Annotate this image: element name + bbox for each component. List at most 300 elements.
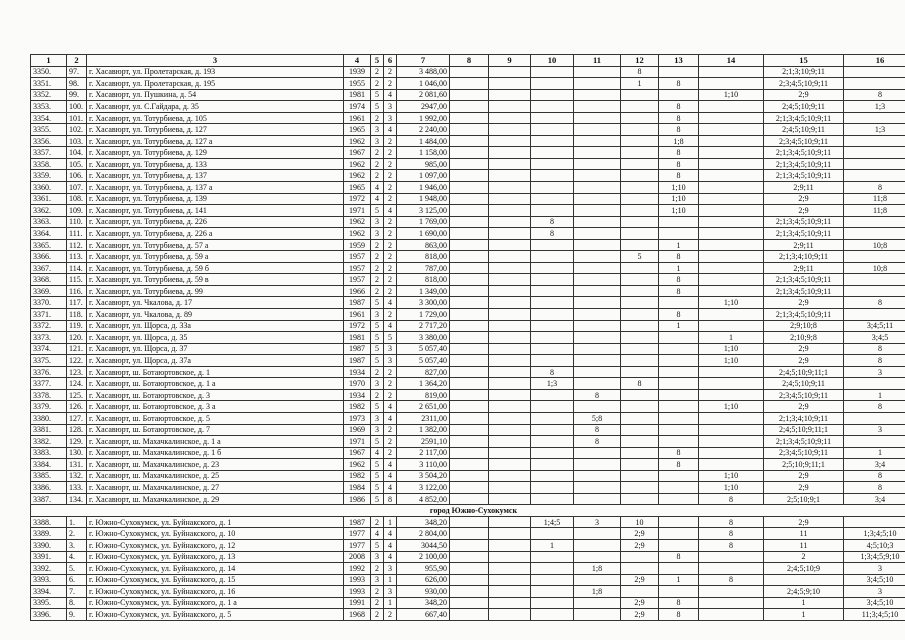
table-cell: 1955 — [344, 78, 371, 90]
table-cell — [659, 66, 699, 78]
table-cell — [574, 401, 621, 413]
table-cell: 133. — [67, 482, 87, 494]
table-cell: г. Южно-Сухокумск, ул. Буйнакского, д. 14 — [87, 563, 344, 575]
table-cell: 121. — [67, 343, 87, 355]
table-cell — [450, 320, 489, 332]
table-cell: 1;3;4;5;9;10 — [844, 551, 905, 563]
table-cell: 1991 — [344, 597, 371, 609]
column-header: 4 — [344, 55, 371, 67]
table-cell: 2 651,00 — [397, 401, 450, 413]
table-cell — [574, 574, 621, 586]
table-cell — [621, 158, 659, 170]
table-row — [31, 274, 905, 286]
table-cell — [844, 170, 905, 182]
table-cell: г. Хасавюрт, ул. Тотурбиева, д. 57 а — [87, 239, 344, 251]
table-cell: 2 — [384, 262, 397, 274]
table-cell: 8 — [659, 147, 699, 159]
table-cell — [574, 366, 621, 378]
table-cell: 2 — [384, 447, 397, 459]
table-cell — [699, 320, 764, 332]
table-cell: 1 729,00 — [397, 309, 450, 321]
table-cell — [489, 343, 531, 355]
table-cell: 5 — [371, 297, 384, 309]
table-cell — [450, 332, 489, 344]
table-row — [31, 239, 905, 251]
table-cell: 8 — [659, 78, 699, 90]
table-cell — [621, 459, 659, 471]
table-cell: 1 — [844, 447, 905, 459]
table-cell — [450, 309, 489, 321]
table-cell: 8 — [531, 216, 574, 228]
table-cell: г. Хасавюрт, ул. Щорса, д. 35 — [87, 332, 344, 344]
table-cell: 8 — [531, 366, 574, 378]
table-cell: 131. — [67, 459, 87, 471]
table-cell: 2 — [371, 112, 384, 124]
table-cell — [574, 482, 621, 494]
table-cell: 3367. — [31, 262, 67, 274]
table-cell: 2 — [384, 158, 397, 170]
table-cell: 2 — [384, 378, 397, 390]
table-cell: 2591,10 — [397, 436, 450, 448]
table-cell: 4;5;10;3 — [844, 539, 905, 551]
table-cell: 1977 — [344, 539, 371, 551]
table-cell: 2 — [371, 366, 384, 378]
table-cell: 3352. — [31, 89, 67, 101]
table-cell: 3 110,00 — [397, 459, 450, 471]
table-cell — [489, 66, 531, 78]
table-cell: 863,00 — [397, 239, 450, 251]
table-cell: 2;1;3;4;5;10;9;11 — [764, 309, 844, 321]
table-cell: 1;4;5 — [531, 516, 574, 528]
table-cell: 1968 — [344, 609, 371, 621]
table-cell — [574, 66, 621, 78]
table-cell: 1 158,00 — [397, 147, 450, 159]
table-cell: 787,00 — [397, 262, 450, 274]
table-cell — [699, 378, 764, 390]
table-cell: 3362. — [31, 205, 67, 217]
table-cell — [450, 551, 489, 563]
table-cell: 2;1;3;4;5;10;9;11 — [764, 158, 844, 170]
table-cell: 3374. — [31, 343, 67, 355]
table-cell: 5 — [371, 355, 384, 367]
table-cell — [699, 262, 764, 274]
table-cell — [621, 389, 659, 401]
table-cell: 3356. — [31, 135, 67, 147]
table-cell: 5 — [371, 343, 384, 355]
table-cell: 3;4;5;10 — [844, 597, 905, 609]
table-cell: 2 — [384, 193, 397, 205]
table-cell — [699, 216, 764, 228]
table-row — [31, 355, 905, 367]
table-cell: 5 — [371, 539, 384, 551]
table-cell: 1962 — [344, 459, 371, 471]
table-cell: 8 — [659, 101, 699, 113]
table-cell: 818,00 — [397, 251, 450, 263]
table-cell: 8 — [531, 228, 574, 240]
table-cell: 2;9 — [764, 516, 844, 528]
table-cell: 98. — [67, 78, 87, 90]
table-cell — [450, 574, 489, 586]
table-cell: 1 — [531, 539, 574, 551]
table-cell: 2 — [371, 274, 384, 286]
table-cell: 1 — [384, 597, 397, 609]
table-cell — [489, 401, 531, 413]
table-cell: 8 — [659, 170, 699, 182]
table-cell: 2;1;3;4;5;10;9;11 — [764, 274, 844, 286]
table-cell: 1934 — [344, 389, 371, 401]
table-cell: 1 946,00 — [397, 182, 450, 194]
table-cell: 2 — [384, 309, 397, 321]
table-cell: 2;3;4;5;10;9;11 — [764, 135, 844, 147]
table-cell — [450, 135, 489, 147]
table-cell — [450, 366, 489, 378]
table-cell: 2;9;11 — [764, 262, 844, 274]
table-cell — [574, 262, 621, 274]
table-row — [31, 586, 905, 598]
table-cell: 1 — [384, 574, 397, 586]
table-cell: 2 — [384, 182, 397, 194]
table-cell — [574, 193, 621, 205]
table-cell: 930,00 — [397, 586, 450, 598]
table-cell — [659, 378, 699, 390]
table-cell: 8 — [384, 493, 397, 505]
table-cell: 3361. — [31, 193, 67, 205]
table-cell — [844, 274, 905, 286]
table-cell — [844, 78, 905, 90]
table-cell: 99. — [67, 89, 87, 101]
table-cell: 1 — [659, 262, 699, 274]
table-cell: 2;9 — [764, 470, 844, 482]
table-cell — [621, 447, 659, 459]
table-cell — [621, 412, 659, 424]
table-cell — [531, 470, 574, 482]
table-cell: 114. — [67, 262, 87, 274]
table-cell: 8 — [574, 389, 621, 401]
table-cell: 2;3;4;5;10;9;11 — [764, 447, 844, 459]
table-cell — [659, 332, 699, 344]
table-cell — [450, 158, 489, 170]
table-cell — [531, 528, 574, 540]
table-row — [31, 66, 905, 78]
table-cell — [450, 297, 489, 309]
table-cell — [489, 158, 531, 170]
table-cell: 102. — [67, 124, 87, 136]
table-cell: 3379. — [31, 401, 67, 413]
table-cell: 1;10 — [699, 470, 764, 482]
table-cell — [621, 401, 659, 413]
table-cell — [621, 205, 659, 217]
table-cell — [450, 216, 489, 228]
table-cell: 2 — [371, 78, 384, 90]
table-cell — [574, 597, 621, 609]
table-cell: г. Хасавюрт, ул. Тотурбиева, д. 137 а — [87, 182, 344, 194]
table-cell: 8 — [621, 378, 659, 390]
table-cell: 2;5;10;9;1 — [764, 493, 844, 505]
table-cell — [531, 251, 574, 263]
table-cell: 1993 — [344, 586, 371, 598]
table-cell — [844, 158, 905, 170]
table-cell: 827,00 — [397, 366, 450, 378]
table-cell: г. Хасавюрт, ул. Тотурбиева, д. 59 б — [87, 262, 344, 274]
table-cell: 5 — [371, 320, 384, 332]
table-cell: 818,00 — [397, 274, 450, 286]
table-cell: 8 — [574, 436, 621, 448]
table-cell: 3395. — [31, 597, 67, 609]
table-cell: 1961 — [344, 309, 371, 321]
table-cell: г. Хасавюрт, ул. Щорса, д. 37 — [87, 343, 344, 355]
table-cell: 1977 — [344, 528, 371, 540]
table-cell: г. Хасавюрт, ул. Тотурбиева, д. 226 а — [87, 228, 344, 240]
table-cell — [659, 424, 699, 436]
column-header: 7 — [397, 55, 450, 67]
table-cell — [699, 205, 764, 217]
table-cell: 2 — [384, 66, 397, 78]
table-cell — [489, 309, 531, 321]
table-cell: 8 — [659, 459, 699, 471]
table-cell — [699, 424, 764, 436]
table-cell — [489, 239, 531, 251]
table-cell: 2;4;5;10;9;11;1 — [764, 366, 844, 378]
table-row — [31, 597, 905, 609]
table-cell: 2;9 — [764, 343, 844, 355]
table-cell: 3376. — [31, 366, 67, 378]
table-cell — [489, 135, 531, 147]
table-cell — [531, 158, 574, 170]
table-cell: 3 — [844, 424, 905, 436]
table-cell: 4. — [67, 551, 87, 563]
table-cell: 97. — [67, 66, 87, 78]
table-cell — [621, 551, 659, 563]
table-cell: 3385. — [31, 470, 67, 482]
table-cell: 2 — [384, 424, 397, 436]
table-cell: 3 — [384, 355, 397, 367]
table-cell: 2;9;11 — [764, 239, 844, 251]
table-cell: г. Хасавюрт, ш. Махачкалинское, д. 1 б — [87, 447, 344, 459]
table-cell: 4 — [384, 528, 397, 540]
table-cell: 3378. — [31, 389, 67, 401]
table-cell: 5 — [384, 332, 397, 344]
table-cell: 8 — [699, 574, 764, 586]
table-cell: 4 — [384, 297, 397, 309]
table-cell — [574, 216, 621, 228]
table-cell: 1962 — [344, 158, 371, 170]
table-cell — [659, 389, 699, 401]
table-cell: 2;9 — [621, 574, 659, 586]
table-cell: 1965 — [344, 182, 371, 194]
table-cell: 8 — [699, 528, 764, 540]
table-cell — [621, 297, 659, 309]
table-cell — [844, 251, 905, 263]
table-cell — [659, 216, 699, 228]
table-cell: 1957 — [344, 251, 371, 263]
table-row — [31, 539, 905, 551]
table-cell — [621, 193, 659, 205]
table-cell — [531, 320, 574, 332]
table-cell: 626,00 — [397, 574, 450, 586]
table-cell: 3 — [844, 586, 905, 598]
table-cell: 1962 — [344, 170, 371, 182]
table-cell: 116. — [67, 285, 87, 297]
table-cell: 125. — [67, 389, 87, 401]
table-cell — [621, 170, 659, 182]
table-cell: 2;4;5;10;9 — [764, 563, 844, 575]
table-cell: 5 — [371, 205, 384, 217]
table-cell: г. Хасавюрт, ул. Пушкина, д. 54 — [87, 89, 344, 101]
table-cell: 3375. — [31, 355, 67, 367]
table-cell: 2;9;10;8 — [764, 320, 844, 332]
table-cell — [531, 355, 574, 367]
table-cell: 1 — [384, 516, 397, 528]
table-cell — [531, 574, 574, 586]
table-cell — [574, 239, 621, 251]
table-row — [31, 366, 905, 378]
table-cell: 2;3;4;5;10;9;11 — [764, 389, 844, 401]
column-header: 8 — [450, 55, 489, 67]
table-cell — [489, 563, 531, 575]
table-cell: 9. — [67, 609, 87, 621]
table-row — [31, 124, 905, 136]
table-cell — [764, 574, 844, 586]
table-cell: 2. — [67, 528, 87, 540]
table-cell: 1939 — [344, 66, 371, 78]
table-cell: г. Хасавюрт, ул. Щорса, д. 37а — [87, 355, 344, 367]
table-cell: 5 057,40 — [397, 355, 450, 367]
table-cell: 3390. — [31, 539, 67, 551]
table-cell: 2 240,00 — [397, 124, 450, 136]
table-cell: 119. — [67, 320, 87, 332]
table-cell — [489, 609, 531, 621]
table-cell — [699, 366, 764, 378]
table-cell — [450, 528, 489, 540]
table-cell: 1 364,20 — [397, 378, 450, 390]
column-header: 16 — [844, 55, 905, 67]
table-cell — [450, 436, 489, 448]
table-cell: 1993 — [344, 574, 371, 586]
table-cell — [699, 135, 764, 147]
table-cell: 3 300,00 — [397, 297, 450, 309]
table-cell: 8 — [699, 516, 764, 528]
table-cell: г. Южно-Сухокумск, ул. Буйнакского, д. 1 — [87, 516, 344, 528]
table-cell: 1962 — [344, 135, 371, 147]
table-cell: 2;9 — [621, 609, 659, 621]
table-cell — [699, 147, 764, 159]
table-cell: 985,00 — [397, 158, 450, 170]
column-header: 10 — [531, 55, 574, 67]
table-cell: 2 — [371, 147, 384, 159]
table-cell: 3;4;5 — [844, 332, 905, 344]
table-row — [31, 609, 905, 621]
table-cell: 3 — [384, 112, 397, 124]
table-cell — [531, 586, 574, 598]
table-cell: 10 — [621, 516, 659, 528]
table-cell: 3 488,00 — [397, 66, 450, 78]
table-cell: г. Южно-Сухокумск, ул. Буйнакского, д. 5 — [87, 609, 344, 621]
table-cell: 3372. — [31, 320, 67, 332]
table-cell: 3360. — [31, 182, 67, 194]
table-cell: 4 — [384, 89, 397, 101]
table-cell — [531, 124, 574, 136]
table-cell: 2;9 — [764, 482, 844, 494]
table-cell: 1981 — [344, 332, 371, 344]
table-cell: 1 769,00 — [397, 216, 450, 228]
table-cell: 1;8 — [574, 586, 621, 598]
table-cell: г. Хасавюрт, ул. Тотурбиева, д. 129 — [87, 147, 344, 159]
table-cell — [621, 493, 659, 505]
table-cell — [574, 274, 621, 286]
table-row — [31, 251, 905, 263]
table-cell: 2 081,60 — [397, 89, 450, 101]
table-cell — [574, 539, 621, 551]
table-cell — [450, 239, 489, 251]
table-cell — [450, 389, 489, 401]
table-cell: 2008 — [344, 551, 371, 563]
table-cell — [574, 158, 621, 170]
table-cell — [450, 262, 489, 274]
table-cell: 8 — [659, 112, 699, 124]
table-cell — [659, 401, 699, 413]
table-cell — [489, 205, 531, 217]
table-cell — [844, 285, 905, 297]
table-cell: 1 382,00 — [397, 424, 450, 436]
table-cell: 4 — [371, 182, 384, 194]
table-row — [31, 436, 905, 448]
table-cell: г. Хасавюрт, ш. Ботаюртовское, д. 1 а — [87, 378, 344, 390]
table-cell — [574, 182, 621, 194]
table-row — [31, 285, 905, 297]
table-cell: 1;10 — [699, 401, 764, 413]
table-cell: 2 — [384, 228, 397, 240]
table-cell: 2 — [384, 609, 397, 621]
table-cell: г. Южно-Сухокумск, ул. Буйнакского, д. 1 а — [87, 597, 344, 609]
table-row — [31, 78, 905, 90]
table-cell: 8 — [659, 551, 699, 563]
table-cell: 3357. — [31, 147, 67, 159]
table-cell: 3389. — [31, 528, 67, 540]
table-cell: 8 — [659, 597, 699, 609]
table-cell: 2 — [371, 251, 384, 263]
table-cell — [621, 332, 659, 344]
table-cell — [699, 158, 764, 170]
table-cell — [844, 309, 905, 321]
table-cell — [621, 101, 659, 113]
table-cell — [574, 112, 621, 124]
table-cell: 10;8 — [844, 239, 905, 251]
table-cell — [659, 436, 699, 448]
table-cell — [489, 412, 531, 424]
table-cell — [621, 366, 659, 378]
table-cell: 2 — [384, 216, 397, 228]
table-cell: 1971 — [344, 436, 371, 448]
table-cell: 1959 — [344, 239, 371, 251]
table-cell: 3363. — [31, 216, 67, 228]
table-cell: 109. — [67, 205, 87, 217]
table-row — [31, 193, 905, 205]
table-cell — [574, 309, 621, 321]
table-cell: 1987 — [344, 343, 371, 355]
table-cell — [531, 447, 574, 459]
table-cell: 107. — [67, 182, 87, 194]
table-cell — [621, 285, 659, 297]
table-cell — [574, 470, 621, 482]
table-cell — [531, 343, 574, 355]
table-cell — [450, 412, 489, 424]
table-cell — [621, 586, 659, 598]
table-cell: г. Хасавюрт, ш. Махачкалинское, д. 25 — [87, 470, 344, 482]
table-cell — [450, 343, 489, 355]
table-cell: г. Хасавюрт, ул. Тотурбиева, д. 105 — [87, 112, 344, 124]
table-cell: 5;8 — [574, 412, 621, 424]
table-row — [31, 516, 905, 528]
